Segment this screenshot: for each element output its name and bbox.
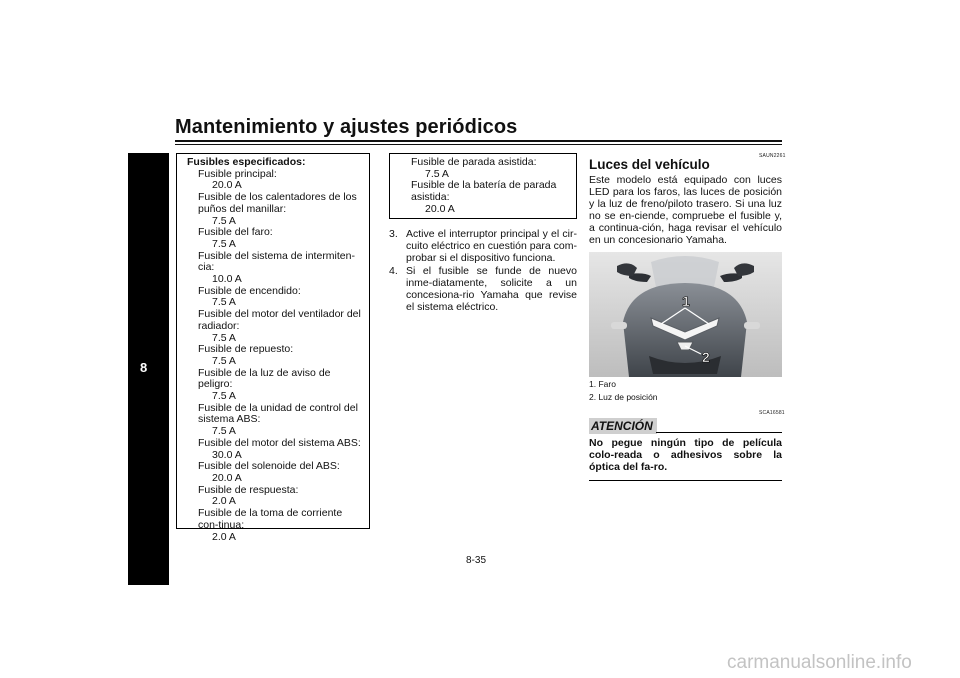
caution-text: No pegue ningún tipo de película colo-reada o adhesivos sobre la óptica del fa-ro.	[589, 437, 782, 473]
motorcycle-front-figure	[589, 252, 782, 377]
fuse-value: 20.0 A	[425, 202, 455, 215]
section-title: Luces del vehículo	[589, 157, 710, 172]
step-number: 4.	[389, 264, 398, 277]
fuse-value: 7.5 A	[212, 214, 236, 227]
fuse-spec-heading: Fusibles especificados:	[187, 156, 306, 168]
chapter-number: 8	[140, 360, 148, 375]
fuse-name: Fusible principal:	[198, 167, 277, 180]
step-item	[389, 228, 577, 265]
fuse-value: 2.0 A	[212, 495, 236, 508]
header-rule	[175, 140, 782, 142]
procedure-steps	[389, 228, 577, 313]
fuse-item	[177, 485, 369, 508]
motorcycle-illustration	[589, 252, 782, 377]
fuse-value: 20.0 A	[212, 179, 242, 192]
fuse-name: Fusible de la toma de corriente con-tinua:	[198, 507, 343, 531]
fuse-name: Fusible del solenoide del ABS:	[198, 460, 340, 473]
fuse-name: Fusible de repuesto:	[198, 343, 294, 356]
watermark: carmanualsonline.info	[727, 652, 912, 673]
fuse-value: 10.0 A	[212, 273, 242, 286]
fuse-value: 2.0 A	[212, 530, 236, 543]
fuse-spec-box	[176, 153, 370, 543]
fuse-value: 7.5 A	[212, 296, 236, 309]
caution-label: ATENCIÓN	[589, 418, 657, 434]
fuse-value: 7.5 A	[212, 354, 236, 367]
fuse-item	[177, 344, 369, 367]
caution-code: SCA16581	[759, 410, 785, 416]
figure-captions	[589, 378, 658, 403]
fuse-item	[177, 368, 369, 403]
fuse-item	[177, 192, 369, 227]
fuse-item	[390, 157, 576, 180]
chapter-tab	[128, 153, 169, 585]
step-number: 3.	[389, 228, 398, 240]
fuse-value: 7.5 A	[212, 390, 236, 403]
fuse-name: Fusible de la unidad de control del sistema ABS:	[198, 401, 358, 426]
fuse-name: Fusible de parada asistida:	[411, 156, 537, 168]
fuse-name: Fusible de la luz de aviso de peligro:	[198, 366, 331, 391]
fuse-name: Fusible de encendido:	[198, 284, 301, 297]
fuse-item	[177, 508, 369, 543]
callout-1: 1	[682, 293, 690, 309]
fuse-name: Fusible del sistema de intermiten-cia:	[198, 249, 355, 274]
fuse-name: Fusible de respuesta:	[198, 483, 299, 496]
caption-item: 2. Luz de posición	[589, 391, 658, 402]
page-number: 8-35	[466, 555, 487, 566]
step-text: Si el fusible se funde de nuevo inme-diatamente, solicite a un concesiona-rio Yamaha que revise el sistema eléctrico.	[406, 264, 577, 314]
page-title: Mantenimiento y ajustes periódicos	[175, 116, 518, 138]
fuse-item	[177, 438, 369, 461]
fuse-name: Fusible del faro:	[198, 226, 273, 239]
fuse-item	[177, 169, 369, 192]
fuse-value: 7.5 A	[425, 167, 449, 180]
fuse-name: Fusible de los calentadores de los puños del manillar:	[198, 191, 357, 215]
caution-rule	[656, 432, 782, 433]
section-text: Este modelo está equipado con luces LED para los faros, las luces de posición y la luz de freno/piloto trasero. Si una luz no se en-ciende, compruebe el fusible y, a continua-ción, haga revisar el vehículo en un concesionario Yamaha.	[589, 174, 782, 247]
fuse-value: 7.5 A	[212, 237, 236, 250]
fuse-item	[177, 286, 369, 309]
fuse-item	[177, 309, 369, 344]
fuse-value: 20.0 A	[212, 471, 242, 484]
fuse-value: 7.5 A	[212, 331, 236, 344]
fuse-name: Fusible del motor del ventilador del radiador:	[198, 308, 361, 332]
fuse-item	[177, 461, 369, 484]
step-text: Active el interruptor principal y el cir-cuito eléctrico en cuestión para com-probar si el dispositivo funciona.	[406, 228, 577, 265]
fuse-spec-box-continued	[389, 153, 577, 219]
caption-item: 1. Faro	[589, 379, 616, 389]
fuse-value: 30.0 A	[212, 448, 242, 461]
fuse-item	[177, 251, 369, 286]
callout-2: 2	[702, 349, 710, 365]
fuse-value: 7.5 A	[212, 425, 236, 438]
caution-end-rule	[589, 480, 782, 481]
section-code: SAUN2261	[759, 153, 786, 159]
fuse-name: Fusible del motor del sistema ABS:	[198, 436, 361, 449]
fuse-name: Fusible de la batería de parada asistida:	[411, 179, 557, 204]
step-item	[389, 265, 577, 314]
fuse-item	[177, 227, 369, 250]
fuse-item	[390, 180, 576, 215]
fuse-item	[177, 403, 369, 438]
header-rule-thin	[175, 144, 782, 145]
